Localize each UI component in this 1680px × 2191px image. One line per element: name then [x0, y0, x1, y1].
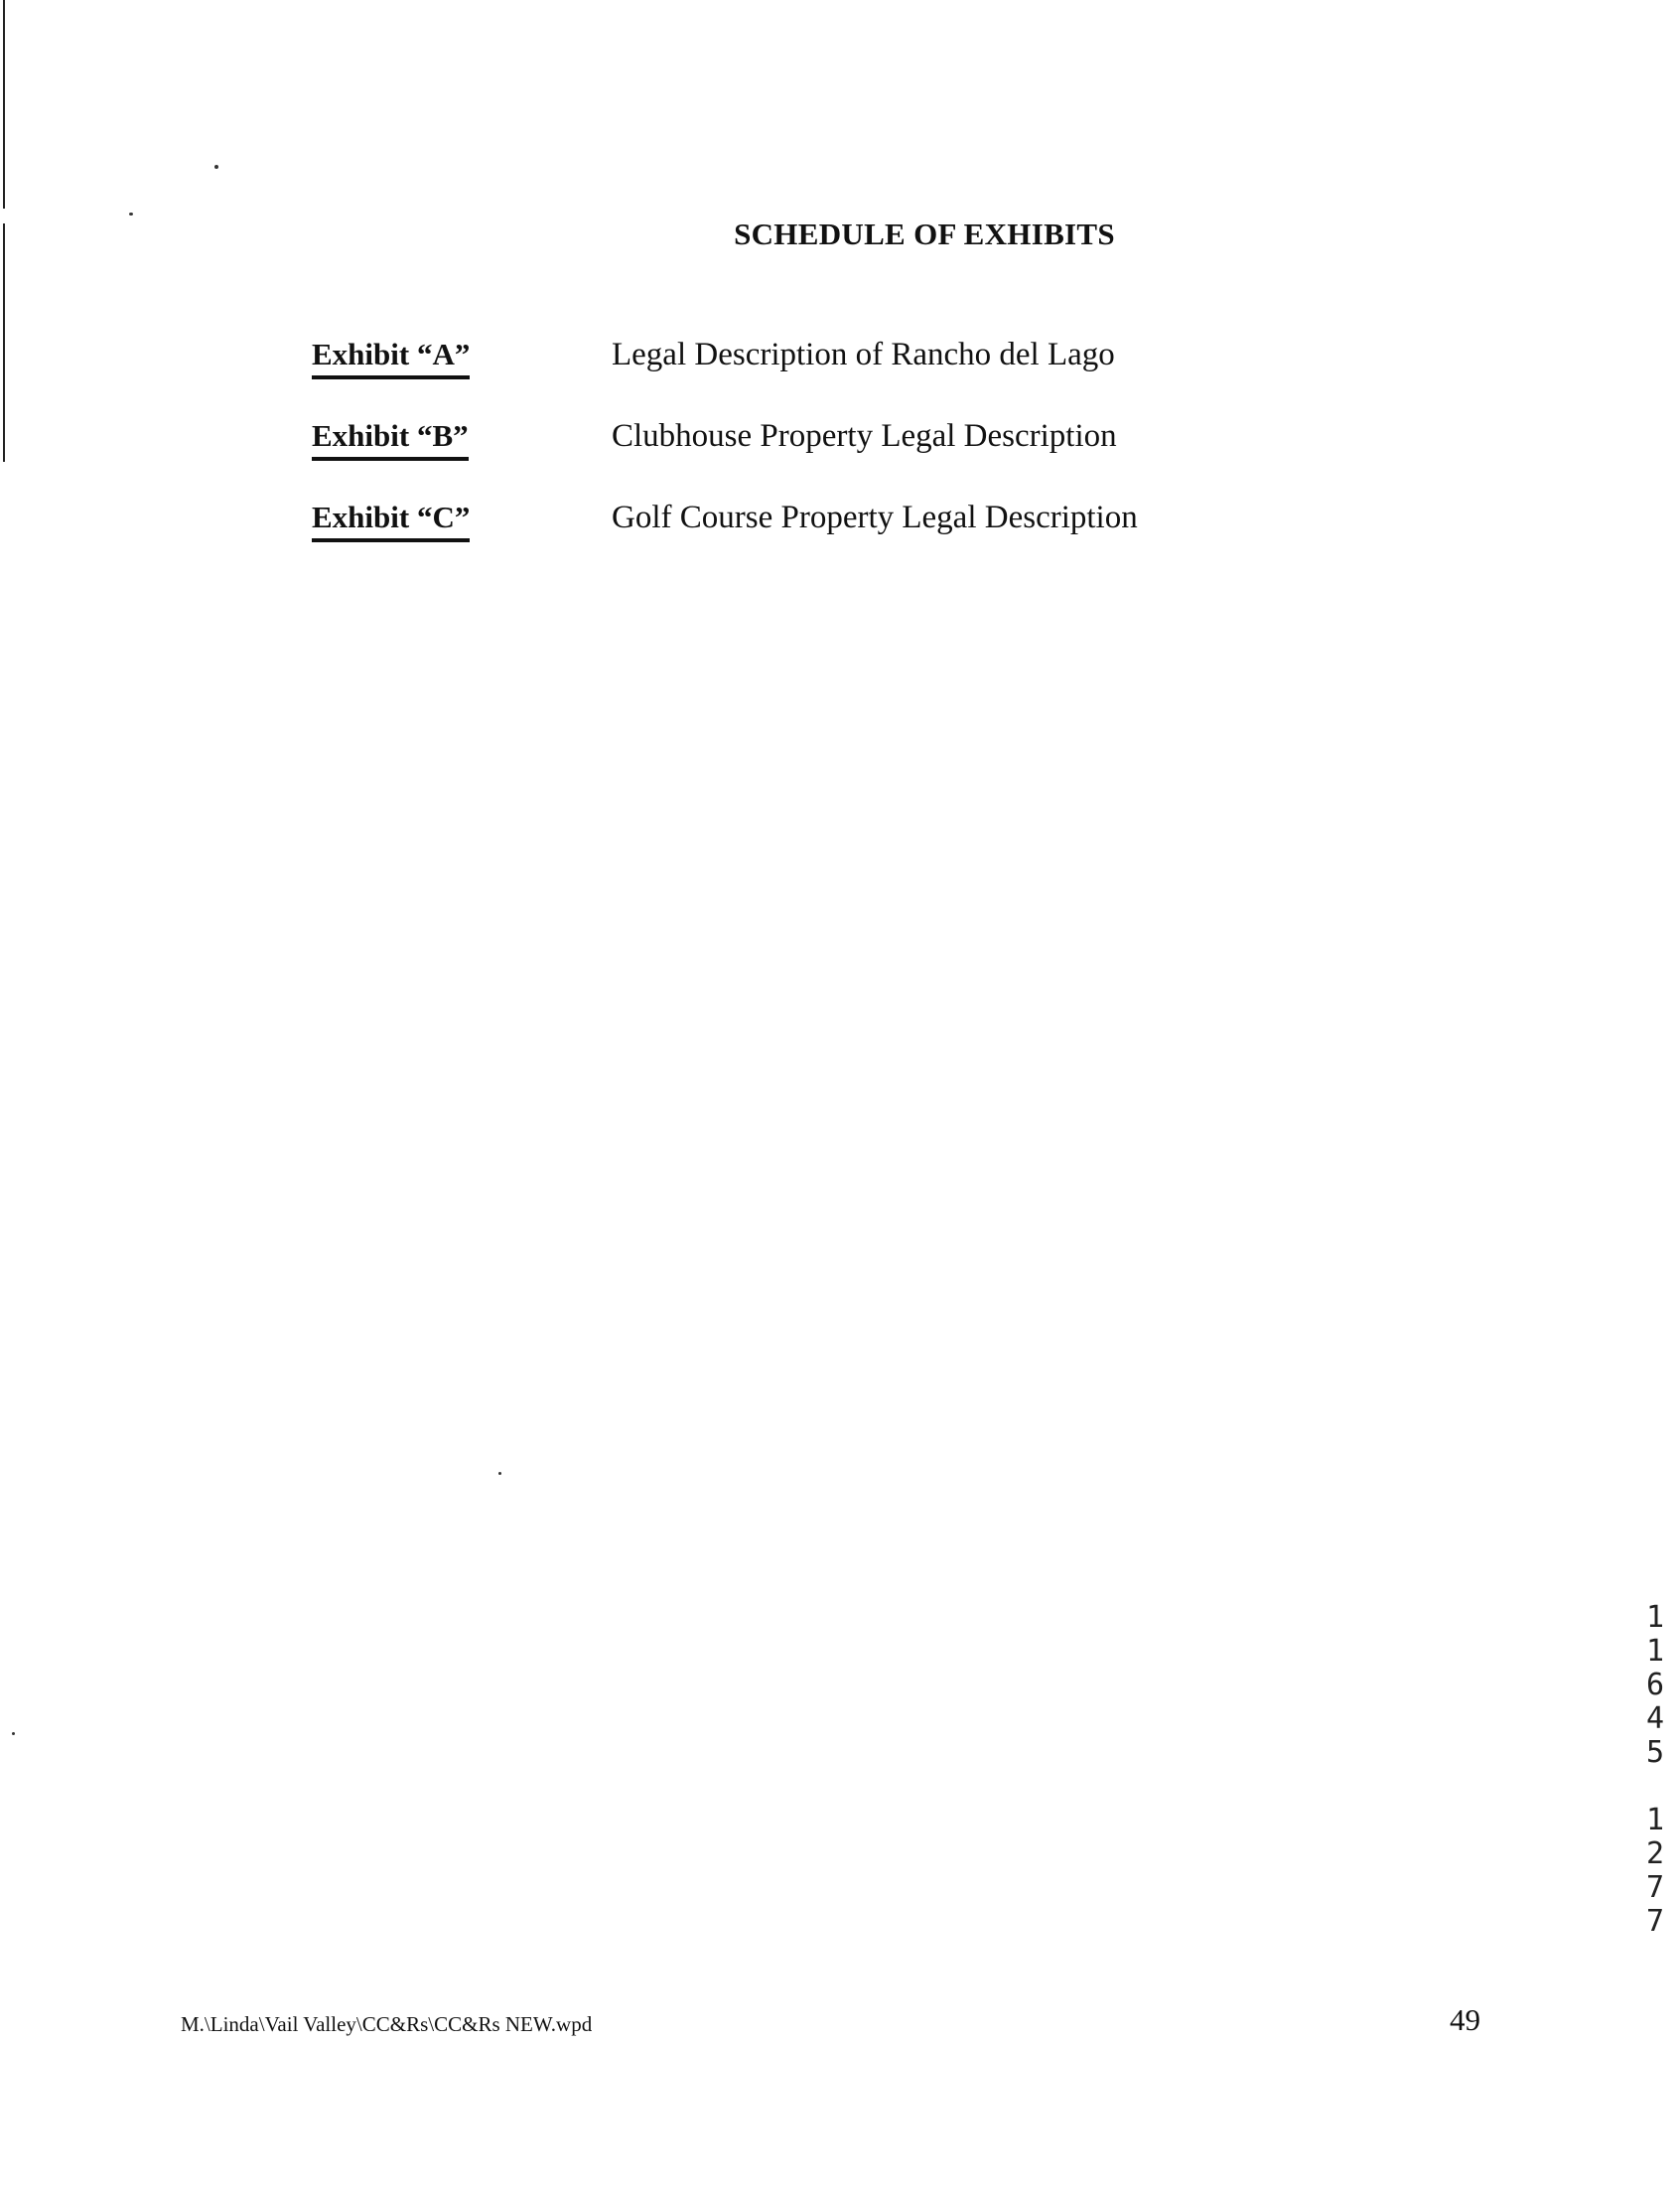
recording-digit: 7 [1645, 1904, 1665, 1939]
scan-speck [214, 165, 218, 169]
scan-speck [129, 213, 133, 216]
page-title: SCHEDULE OF EXHIBITS [734, 217, 1115, 251]
recording-number [1640, 1601, 1670, 1939]
footer-file-path: M.\Linda\Vail Valley\CC&Rs\CC&Rs NEW.wpd [181, 2012, 593, 2036]
exhibit-label: Exhibit “C” [312, 499, 470, 542]
recording-digit: 2 [1645, 1836, 1665, 1871]
recording-digit: 4 [1645, 1701, 1665, 1736]
scan-edge-line [3, 223, 5, 462]
exhibit-label: Exhibit “A” [312, 336, 470, 379]
recording-digit: 5 [1645, 1735, 1665, 1770]
exhibit-label: Exhibit “B” [312, 417, 469, 461]
recording-digit: 7 [1645, 1870, 1665, 1905]
recording-digit: 1 [1645, 1600, 1665, 1635]
recording-digit: 6 [1645, 1668, 1665, 1702]
recording-digit: 1 [1645, 1803, 1665, 1837]
exhibit-description: Clubhouse Property Legal Description [612, 418, 1117, 454]
page-number: 49 [1450, 2002, 1480, 2037]
exhibit-row-c [312, 499, 1305, 548]
exhibit-description: Golf Course Property Legal Description [612, 500, 1138, 535]
scan-edge-line [3, 0, 5, 209]
scan-speck [12, 1732, 15, 1735]
exhibit-row-a [312, 336, 1305, 385]
scan-speck [498, 1472, 501, 1475]
recording-digit: 1 [1645, 1634, 1665, 1669]
exhibit-row-b [312, 417, 1305, 467]
exhibit-description: Legal Description of Rancho del Lago [612, 337, 1115, 372]
